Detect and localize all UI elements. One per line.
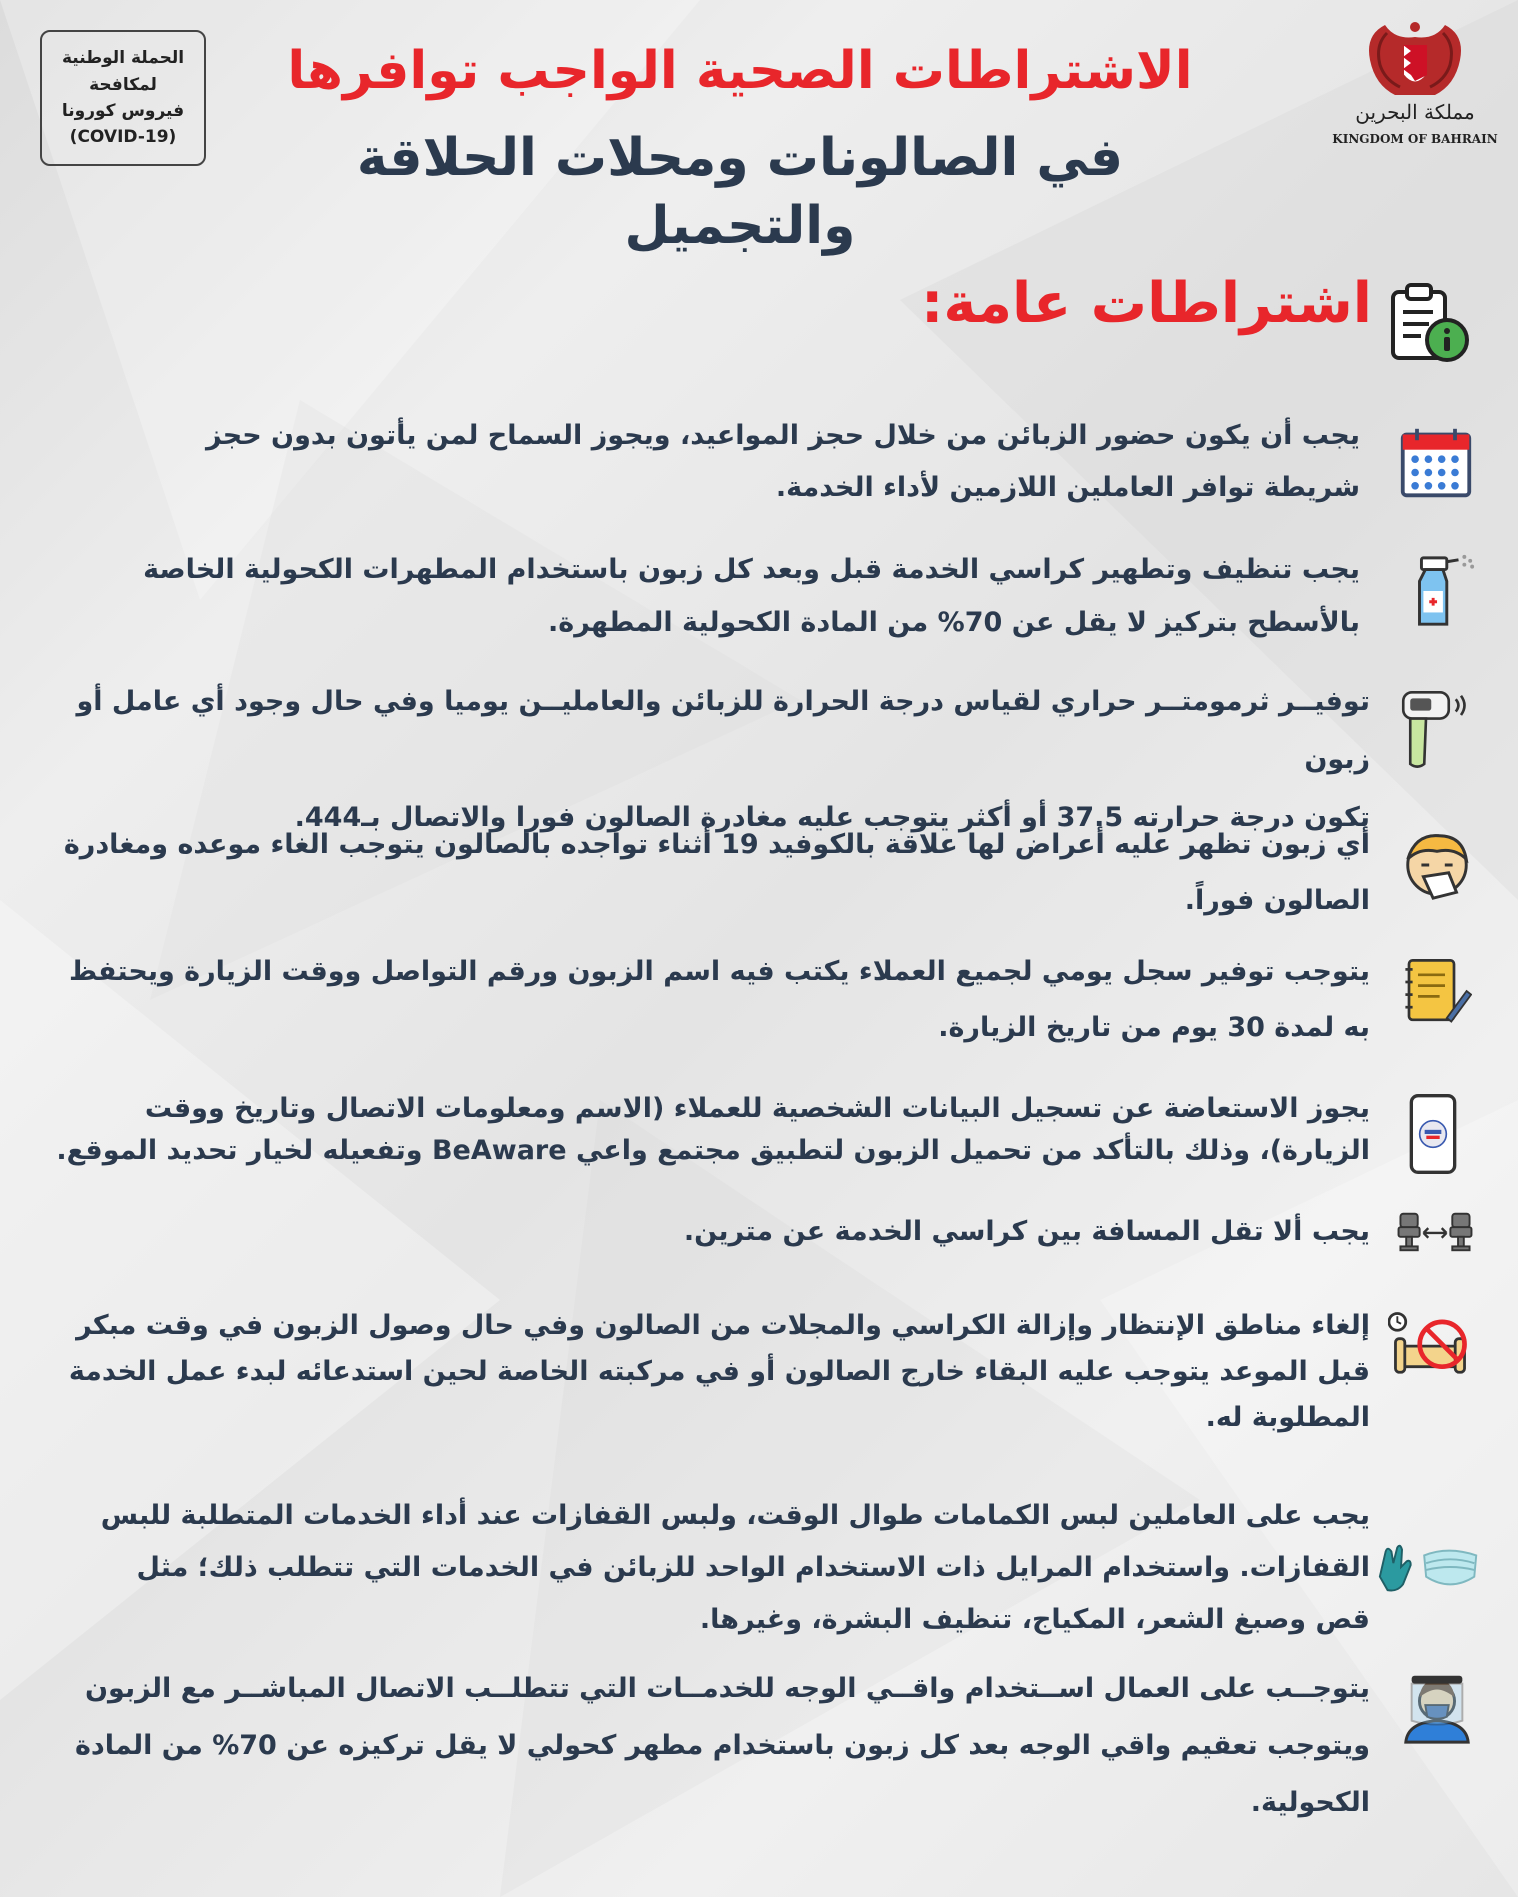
campaign-line-3: فيروس كورونا [61,101,185,121]
emblem-english-text: KINGDOM OF BAHRAIN [1332,132,1498,146]
list-item [10,944,1370,1056]
calendar-icon [1398,425,1474,501]
item-text: توفيــر ثرمومتــر حراري لقياس درجة الحرارة للزبائن والعامليــن يوميا وفي حال وجود أي عامل أو زبون تكون درجة حرارته 37.5 أو أكثر يتوجب عليه مغادرة الصالون فورا والاتصال بـ444. [76,686,1370,833]
campaign-line-4: (COVID-19) [69,127,177,148]
item-text: أي زبون تظهر عليه أعراض لها علاقة بالكوفيد 19 أثناء تواجده بالصالون يتوجب الغاء موعده ومغادرة الصالون فوراً. [63,829,1370,916]
item-text: يجب ألا تقل المسافة بين كراسي الخدمة عن مترين. [683,1216,1370,1247]
chairs-distance-icon [1396,1208,1474,1256]
smartphone-app-icon [1408,1088,1458,1180]
list-item [10,1088,1370,1172]
face-shield-icon [1398,1668,1476,1746]
list-item [10,410,1370,514]
item-text: يتوجب توفير سجل يومي لجميع العملاء يكتب فيه اسم الزبون ورقم التواصل ووقت الزيارة ويحتفظ به لمدة 30 يوم من تاريخ الزيارة. [69,956,1370,1043]
mask-gloves-icon [1376,1538,1482,1596]
thermometer-gun-icon [1398,683,1468,775]
item-text: إلغاء مناطق الإنتظار وإزالة الكراسي والمجلات من الصالون وفي حال وصول الزبون في وقت مبكر قبل الموعد يتوجب عليه البقاء خارج الصالون أو في مركبته الخاصة لحين استدعائه لبدء عمل الخدمة المطلوبة له. [68,1310,1370,1433]
notepad-icon [1400,955,1472,1027]
campaign-line-2: لمكافحة [89,74,157,95]
section-heading: اشتراطات عامة: [920,271,1372,336]
item-text: يجب أن يكون حضور الزبائن من خلال حجز المواعيد، ويجوز السماح لمن يأتون بدون حجز شريطة توافر العاملين اللازمين لأداء الخدمة. [205,420,1360,503]
list-item [10,1660,1370,1831]
list-item [10,817,1370,929]
page-subtitle: في الصالونات ومحلات الحلاقة والتجميل [356,128,1124,256]
clipboard-info-icon [1385,280,1475,370]
page-title: الاشتراطات الصحية الواجب توافرها [287,41,1193,101]
list-item [10,1303,1370,1441]
item-text: يجوز الاستعاضة عن تسجيل البيانات الشخصية للعملاء (الاسم ومعلومات الاتصال وتاريخ ووقت الزيارة)، وذلك بالتأكد من تحميل الزبون لتطبيق مجتمع واعي BeAware وتفعيله لخيار تحديد الموقع. [56,1093,1370,1166]
item-text: يجب على العاملين لبس الكمامات طوال الوقت، ولبس القفازات عند أداء الخدمات المتطلبة للبس القفازات. واستخدام المرايل ذات الاستخدام الواحد للزبائن في الخدمات التي تتطلب ذلك؛ مثل قص وصبغ الشعر، المكياج، تنظيف البشرة، وغيرها. [100,1500,1370,1635]
no-waiting-area-icon [1388,1310,1472,1386]
item-text: يتوجــب على العمال اســتخدام واقــي الوجه للخدمــات التي تتطلــب الاتصال المباشــر مع الزبون ويتوجب تعقيم واقي الوجه بعد كل زبون باستخدام مطهر كحولي لا يقل تركيزه عن 70% من المادة الكحولية. [74,1673,1370,1818]
emblem-arabic-text: مملكة البحرين [1355,100,1475,124]
list-item [10,543,1370,649]
campaign-badge [40,30,206,166]
list-item [10,1208,1370,1256]
item-text: يجب تنظيف وتطهير كراسي الخدمة قبل وبعد كل زبون باستخدام المطهرات الكحولية الخاصة بالأسطح بتركيز لا يقل عن 70% من المادة الكحولية المطهرة. [143,554,1360,638]
sick-person-icon [1398,826,1476,904]
campaign-line-1: الحملة الوطنية [61,48,185,69]
list-item [10,1490,1370,1646]
spray-bottle-icon [1400,552,1478,630]
